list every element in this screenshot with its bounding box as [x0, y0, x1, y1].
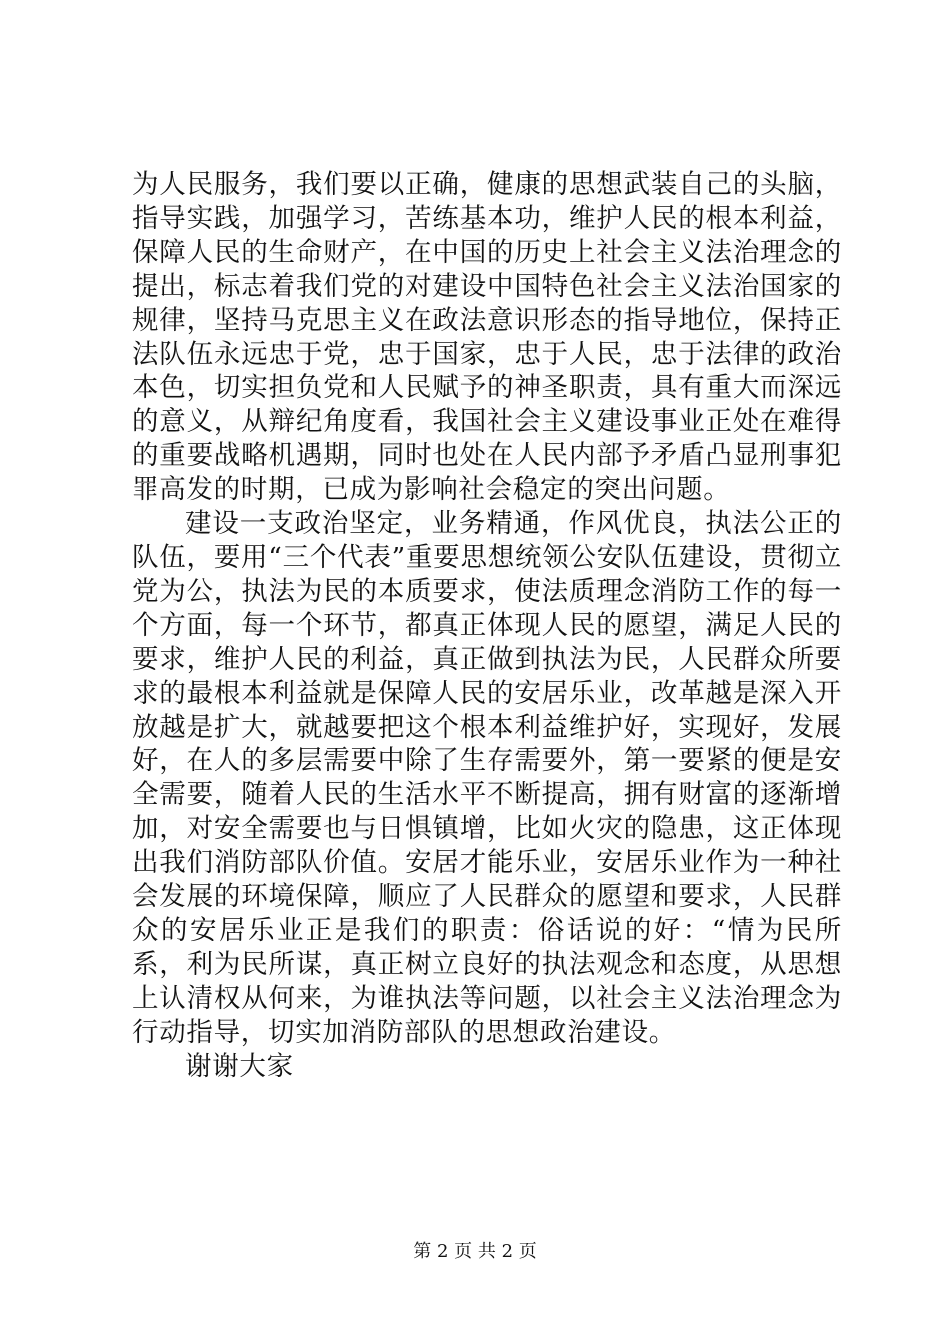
paragraph-closing: 谢谢大家: [185, 1050, 294, 1082]
paragraph-2: 建设一支政治坚定，业务精通，作风优良，执法公正的队伍，要用“三个代表”重要思想统领公安队伍建设，贯彻立党为公，执法为民的本质要求，使法质理念消防工作的每一个方面，每一个环节，都真正体现人民的愿望，满足人民的要求，维护人民的利益，真正做到执法为民，人民群众所要求的最根本利益就是保障人民的安居乐业，改革越是深入开放越是扩大，就越要把这个根本利益维护好，实现好，发展好，在人的多层需要中除了生存需要外，第一要紧的便是安全需要，随着人民的生活水平不断提高，拥有财富的逐渐增加，对安全需要也与日惧镇增，比如火灾的隐患，这正体现出我们消防部队价值。安居才能乐业，安居乐业作为一种社会发展的环境保障，顺应了人民群众的愿望和要求，人民群众的安居乐业正是我们的职责：俗话说的好：“情为民所系，利为民所谋，真正树立良好的执法观念和态度，从思想上认清权从何来，为谁执法等问题，以社会主义法治理念为行动指导，切实加消防部队的思想政治建设。: [132, 508, 842, 1048]
paragraph-1: 为人民服务，我们要以正确，健康的思想武装自己的头脑，指导实践，加强学习，苦练基本功，维护人民的根本利益，保障人民的生命财产，在中国的历史上社会主义法治理念的提出，标志着我们党的对建设中国特色社会主义法治国家的规律，坚持马克思主义在政法意识形态的指导地位，保持正法队伍永远忠于党，忠于国家，忠于人民，忠于法律的政治本色，切实担负党和人民赋予的神圣职责，具有重大而深远的意义，从辩纪角度看，我国社会主义建设事业正处在难得的重要战略机遇期，同时也处在人民内部予矛盾凸显刑事犯罪高发的时期，已成为影响社会稳定的突出问题。: [132, 169, 842, 506]
page-number-footer: 第 2 页 共 2 页: [413, 1241, 537, 1262]
document-body: [132, 168, 842, 1083]
